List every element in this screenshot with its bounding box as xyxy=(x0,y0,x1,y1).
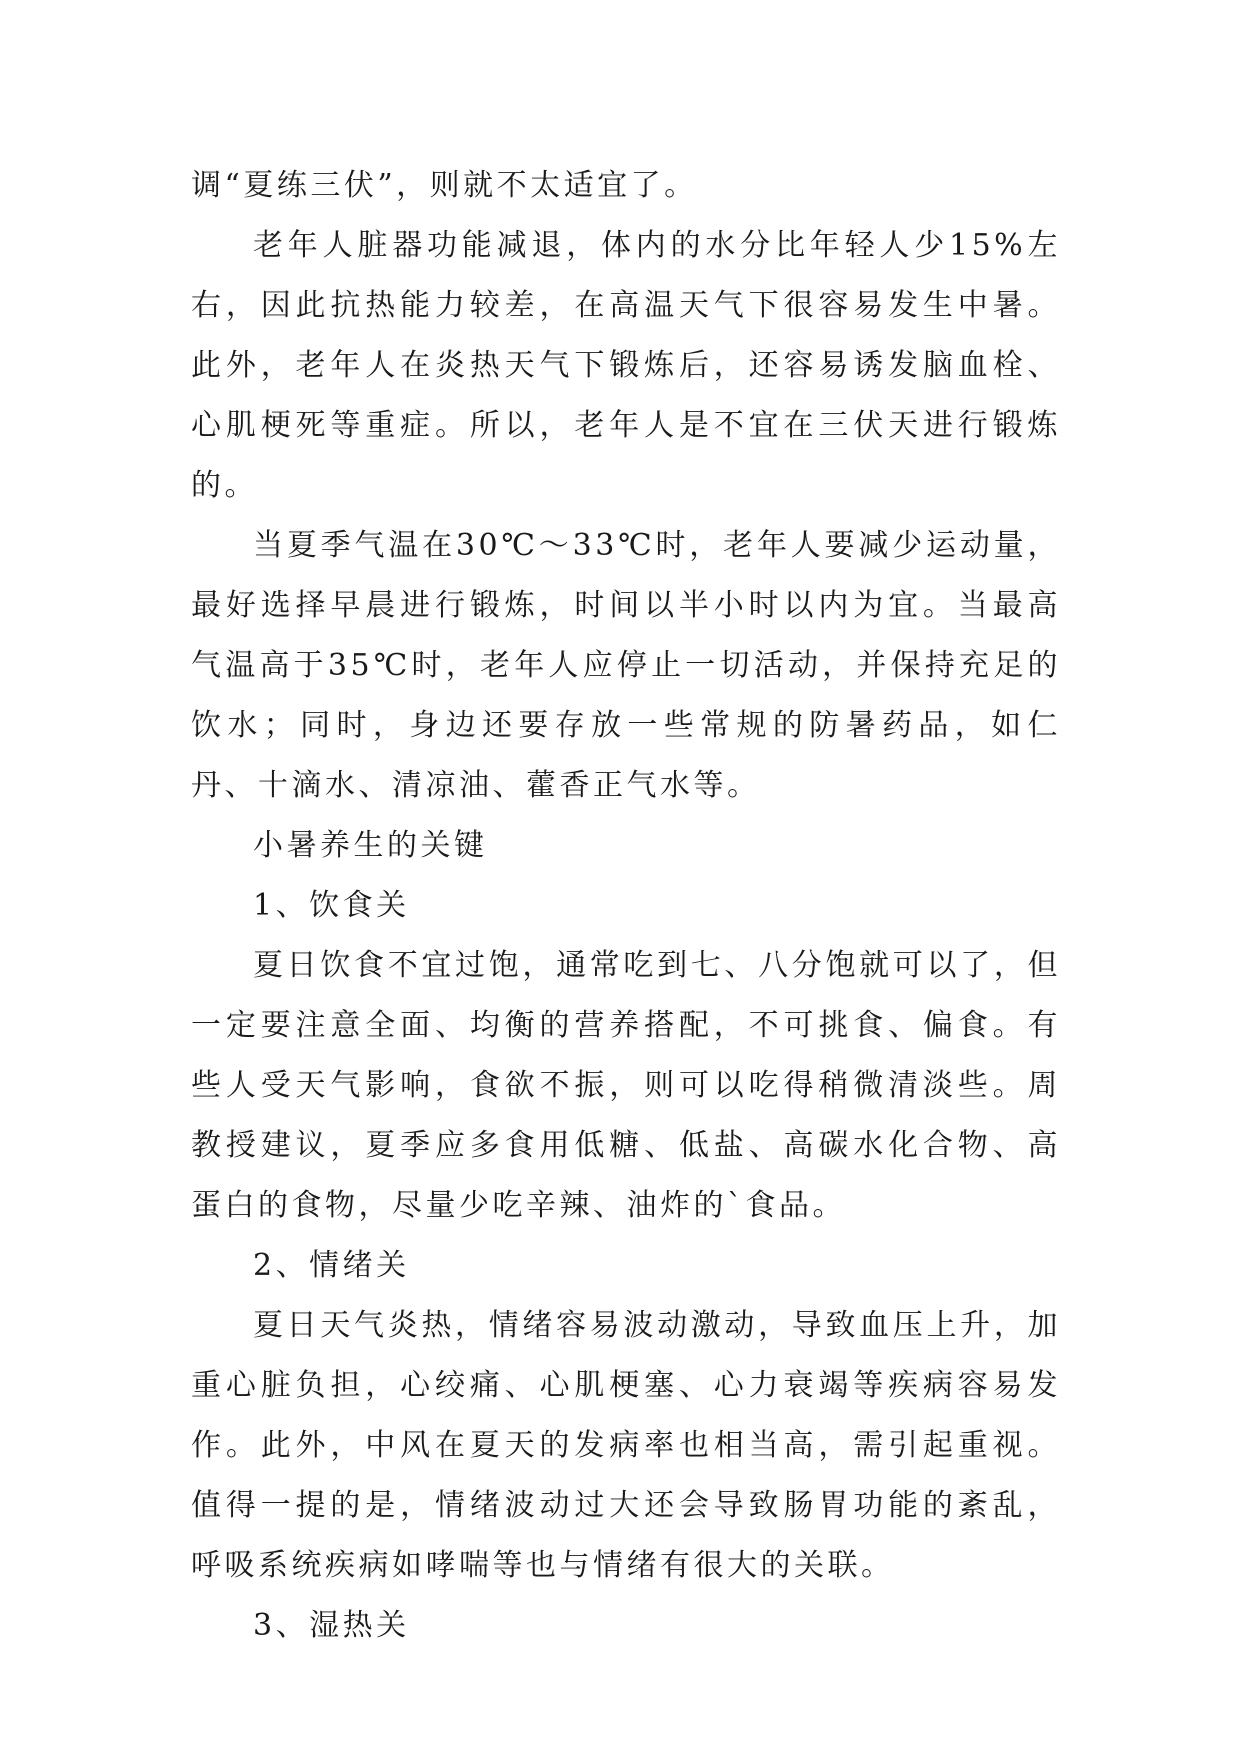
subheading-diet: 1、饮食关 xyxy=(253,888,410,923)
paragraph-elderly-heat: 老年人脏器功能减退，体内的水分比年轻人少15%左右，因此抗热能力较差，在高温天气下很容易发生中暑。此外，老年人在炎热天气下锻炼后，还容易诱发脑血栓、心肌梗死等重症。所以，老年人是不宜在三伏天进行锻炼的。 xyxy=(191,228,1061,503)
document-page xyxy=(191,156,1061,1656)
paragraph-diet: 夏日饮食不宜过饱，通常吃到七、八分饱就可以了，但一定要注意全面、均衡的营养搭配，不可挑食、偏食。有些人受天气影响，食欲不振，则可以吃得稍微清淡些。周教授建议，夏季应多食用低糖、低盐、高碳水化合物、高蛋白的食物，尽量少吃辛辣、油炸的`食品。 xyxy=(191,948,1061,1223)
section-heading-key-points: 小暑养生的关键 xyxy=(253,828,488,863)
subheading-damp-heat: 3、湿热关 xyxy=(253,1608,410,1643)
paragraph-continuation: 调“夏练三伏”，则就不太适宜了。 xyxy=(191,168,698,203)
paragraph-mood: 夏日天气炎热，情绪容易波动激动，导致血压上升，加重心脏负担，心绞痛、心肌梗塞、心力衰竭等疾病容易发作。此外，中风在夏天的发病率也相当高，需引起重视。值得一提的是，情绪波动过大还会导致肠胃功能的紊乱，呼吸系统疾病如哮喘等也与情绪有很大的关联。 xyxy=(191,1308,1061,1583)
subheading-mood: 2、情绪关 xyxy=(253,1248,410,1283)
paragraph-temperature-advice: 当夏季气温在30℃～33℃时，老年人要减少运动量，最好选择早晨进行锻炼，时间以半小时以内为宜。当最高气温高于35℃时，老年人应停止一切活动，并保持充足的饮水；同时，身边还要存放一些常规的防暑药品，如仁丹、十滴水、清凉油、藿香正气水等。 xyxy=(191,528,1061,803)
